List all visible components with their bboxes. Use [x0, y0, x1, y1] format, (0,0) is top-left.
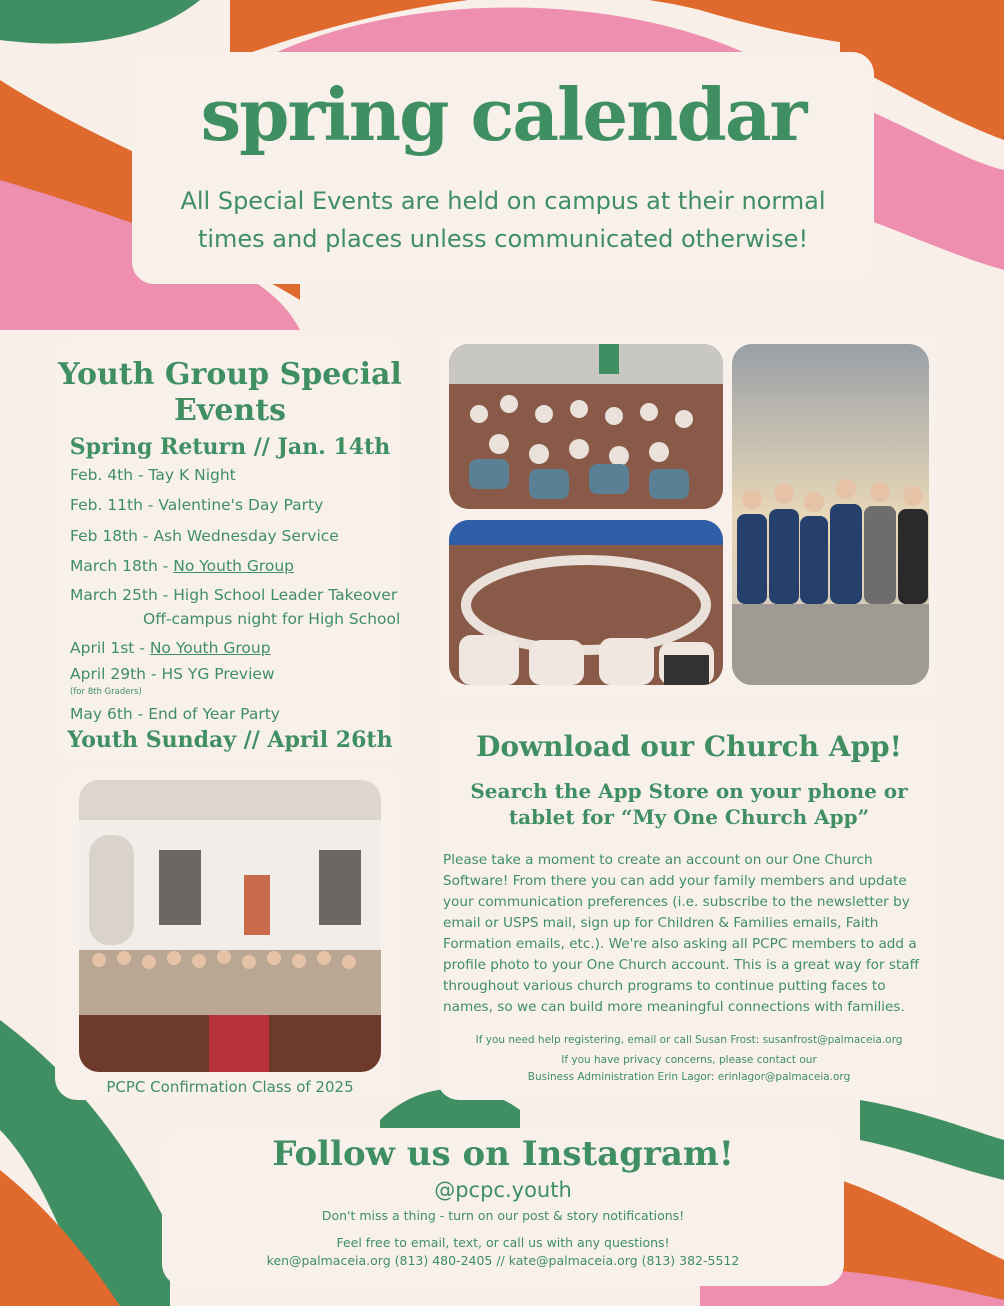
- event-text: No Youth Group: [149, 639, 271, 657]
- page-subtitle: All Special Events are held on campus at their normal times and places unless communicated otherwise!: [180, 187, 826, 253]
- instagram-title: Follow us on Instagram!: [272, 1134, 734, 1174]
- contact-intro-line: Feel free to email, text, or call us with any questions!: [336, 1235, 670, 1250]
- spring-return: Spring Return // Jan. 14th: [69, 434, 391, 460]
- event-date: April 29th: [70, 665, 146, 683]
- instagram-card: [162, 1128, 844, 1286]
- confirmation-class-photo: [79, 780, 381, 1072]
- event-date: Feb. 4th: [70, 466, 134, 484]
- app-help-line: If you need help registering, email or call Susan Frost: susanfrost@palmaceia.org: [475, 1034, 903, 1046]
- app-privacy-line: If you have privacy concerns, please contact our: [561, 1054, 817, 1066]
- church-app-card: [437, 716, 941, 1100]
- event-date: March 25th: [70, 586, 158, 604]
- event-text: Valentine's Day Party: [158, 496, 324, 514]
- event-item: April 1st - No Youth Group: [70, 639, 271, 657]
- contact-details: ken@palmaceia.org (813) 480-2405 // kate@palmaceia.org (813) 382-5512: [266, 1253, 740, 1268]
- event-detail: (for 8th Graders): [70, 687, 142, 697]
- sunset-group-photo: [732, 344, 929, 685]
- header-card: [132, 52, 874, 284]
- event-date: Feb. 11th: [70, 496, 143, 514]
- event-date: Feb 18th: [70, 527, 138, 545]
- app-privacy-contact: Business Administration Erin Lagor: erinlagor@palmaceia.org: [527, 1071, 851, 1083]
- app-subtitle: Search the App Store on your phone or tablet for “My One Church App”: [470, 779, 908, 829]
- event-text: High School Leader Takeover: [173, 586, 398, 604]
- youth-events-heading: Youth Group Special Events: [58, 357, 402, 428]
- event-text: Ash Wednesday Service: [153, 527, 339, 545]
- youth-sunday: Youth Sunday // April 26th: [67, 727, 393, 753]
- app-title: Download our Church App!: [476, 730, 902, 763]
- instagram-handle[interactable]: @pcpc.youth: [434, 1178, 572, 1202]
- event-date: April 1st: [70, 639, 135, 657]
- event-item: Feb. 4th - Tay K Night: [70, 466, 236, 484]
- page-title: spring calendar: [200, 72, 806, 157]
- event-text: HS YG Preview: [161, 665, 275, 683]
- event-text: Tay K Night: [148, 466, 236, 484]
- event-item: Feb 18th - Ash Wednesday Service: [70, 527, 339, 545]
- youth-circle-photo: [449, 520, 723, 685]
- youth-events-card: [55, 337, 405, 760]
- event-detail: Off-campus night for High School: [143, 610, 401, 628]
- event-item: March 18th - No Youth Group: [70, 557, 295, 575]
- event-text: No Youth Group: [173, 557, 295, 575]
- confirmation-card: [55, 770, 405, 1100]
- app-body-text: Please take a moment to create an account on our One Church Software! From there you can add your family members and update your communication preferences (i.e. subscribe to the newsletter by email or USPS mail, sign up for Children & Families emails, Faith Formation emails, etc.). We're also asking all PCPC members to add a profile photo to your One Church account. This is a great way for staff throughout various church programs to continue putting faces to names, so we can build more meaningful connections with families.: [443, 852, 919, 1015]
- youth-group-photo: [449, 344, 723, 509]
- event-text: End of Year Party: [148, 705, 280, 723]
- event-item: March 25th - High School Leader Takeover: [70, 586, 398, 604]
- event-item: May 6th - End of Year Party: [70, 705, 280, 723]
- event-date: March 18th: [70, 557, 158, 575]
- event-item: Feb. 11th - Valentine's Day Party: [70, 496, 324, 514]
- photo-collage: [437, 333, 941, 696]
- instagram-notification-line: Don't miss a thing - turn on our post & story notifications!: [321, 1208, 685, 1223]
- event-item: April 29th - HS YG Preview: [70, 665, 275, 683]
- event-date: May 6th: [70, 705, 133, 723]
- confirmation-caption: PCPC Confirmation Class of 2025: [106, 1078, 354, 1096]
